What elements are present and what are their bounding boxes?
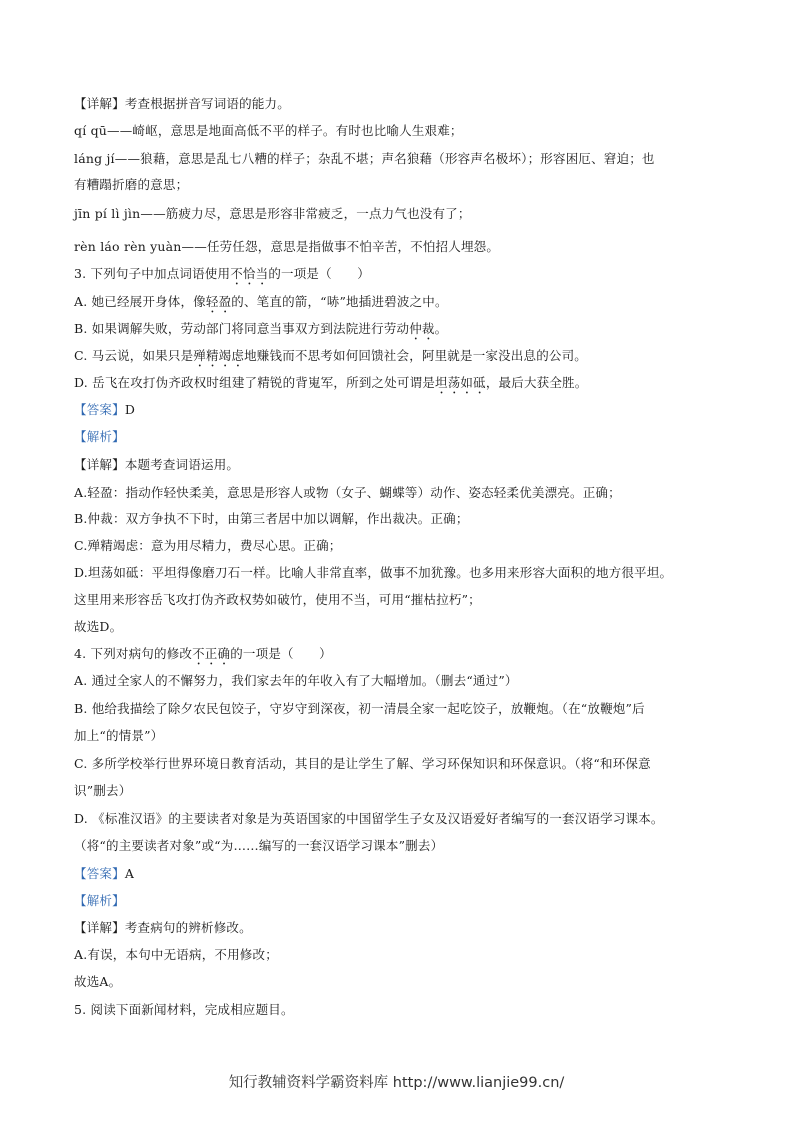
question-3-option-d: D. 岳飞在攻打伪齐政权时组建了精锐的背嵬军，所到之处可谓是坦荡如砥，最后大获全胜。 [74, 375, 588, 390]
explain-3-a: A.轻盈：指动作轻快柔美，意思是形容人或物（女子、蝴蝶等）动作、姿态轻柔优美漂亮。正确； [74, 485, 621, 500]
detail-4: 【详解】考查病句的辨析修改。 [74, 920, 252, 935]
pinyin-qiqu: qí qū——崎岖，意思是地面高低不平的样子。有时也比喻人生艰难； [74, 123, 463, 138]
explain-3-d-cont: 这里用来形容岳飞攻打伪齐政权势如破竹，使用不当，可用“摧枯拉朽”； [74, 592, 481, 607]
question-4-option-d: D. 《标准汉语》的主要读者对象是为英语国家的中国留学生子女及汉语爱好者编写的一套汉语学习课本。 [74, 811, 664, 826]
explain-3-b: B.仲裁：双方争执不下时，由第三者居中加以调解，作出裁决。正确； [74, 511, 469, 526]
pinyin-renlaorenyuan: rèn láo rèn yuàn——任劳任怨，意思是指做事不怕辛苦，不怕招人埋怨。 [74, 239, 500, 254]
question-4: 4. 下列对病句的修改不正确的一项是（ ） [74, 646, 332, 661]
question-4-option-b-cont: 加上“的情景”） [74, 728, 164, 743]
question-3-option-b: B. 如果调解失败，劳动部门将同意当事双方到法院进行劳动仲裁。 [74, 321, 448, 336]
answer-3: 【答案】D [74, 402, 136, 417]
explain-4-a: A.有误，本句中无语病，不用修改； [74, 947, 278, 962]
question-3-option-a: A. 她已经展开身体，像轻盈的、笔直的箭，“哧”地插进碧波之中。 [74, 294, 448, 309]
explain-3-d: D.坦荡如砥：平坦得像磨刀石一样。比喻人非常直率，做事不加犹豫。也多用来形容大面积的地方很平坦。 [74, 565, 673, 580]
analysis-4-heading: 【解析】 [74, 893, 125, 908]
question-5: 5. 阅读下面新闻材料，完成相应题目。 [74, 1002, 294, 1017]
analysis-3-heading: 【解析】 [74, 429, 125, 444]
choice-3: 故选D。 [74, 619, 123, 634]
explain-3-c: C.殚精竭虑：意为用尽精力，费尽心思。正确； [74, 538, 342, 553]
pinyin-langji-cont: 有糟蹋折磨的意思； [74, 177, 189, 192]
question-4-option-c-cont: 识”删去） [74, 783, 132, 798]
answer-4: 【答案】A [74, 866, 135, 881]
pinyin-langji: láng jí——狼藉，意思是乱七八糟的样子；杂乱不堪；声名狼藉（形容声名极坏）；形容困厄、窘迫；也 [74, 151, 655, 166]
question-4-option-d-cont: （将“的主要读者对象”或“为……编写的一套汉语学习课本”删去） [74, 838, 444, 853]
question-3: 3. 下列句子中加点词语使用不恰当的一项是（ ） [74, 266, 370, 281]
pinyin-jinpilijin: jīn pí lì jìn——筋疲力尽，意思是形容非常疲乏，一点力气也没有了； [74, 206, 471, 221]
question-4-option-c: C. 多所学校举行世界环境日教育活动，其目的是让学生了解、学习环保知识和环保意识。（将“和环保意 [74, 756, 651, 771]
question-3-option-c: C. 马云说，如果只是殚精竭虑地赚钱而不思考如何回馈社会，阿里就是一家没出息的公司。 [74, 348, 587, 363]
question-4-option-b: B. 他给我描绘了除夕农民包饺子，守岁守到深夜，初一清晨全家一起吃饺子，放鞭炮。（在“放鞭炮”后 [74, 701, 645, 716]
footer-watermark: 知行教辅资料学霸资料库 http://www.lianjie99.cn/ [228, 1075, 565, 1091]
choice-4: 故选A。 [74, 974, 122, 989]
detail-3: 【详解】本题考查词语运用。 [74, 457, 240, 472]
detail-line-1: 【详解】考查根据拼音写词语的能力。 [74, 96, 290, 111]
question-4-option-a: A. 通过全家人的不懈努力，我们家去年的年收入有了大幅增加。（删去“通过”） [74, 673, 518, 688]
